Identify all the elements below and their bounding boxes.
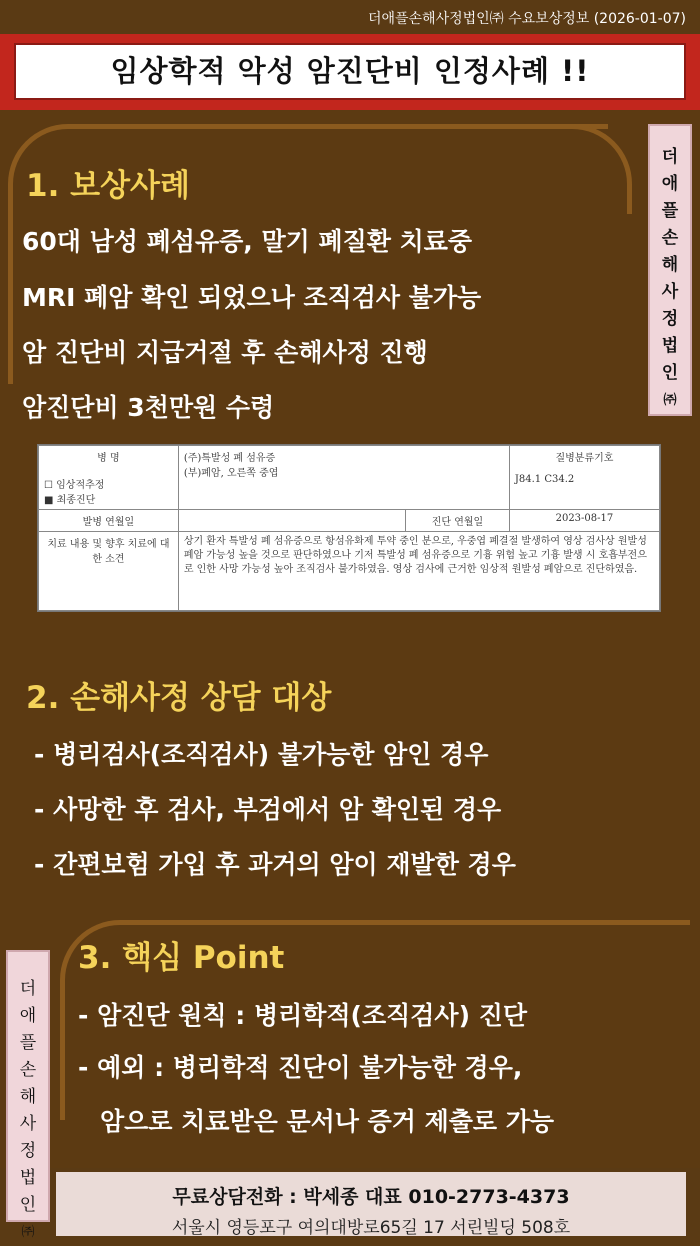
diagnosis-date-label: 진단 연월일 [406,510,510,532]
side-char: 플 [19,1033,37,1053]
side-char: 사 [19,1114,37,1134]
section1-line: 암 진단비 지급거절 후 손해사정 진행 [22,338,428,367]
side-char: 정 [19,1141,37,1161]
side-char: 애 [661,174,679,194]
disease-label-cell [39,446,179,510]
disease-label: 병 명 [97,453,120,464]
side-label-right [648,124,692,416]
section2-item: - 병리검사(조직검사) 불가능한 암인 경우 [34,740,489,769]
side-label-left [6,950,50,1240]
side-char: 더 [19,979,37,999]
top-info-bar [0,0,700,34]
section1-line: 암진단비 3천만원 수령 [22,393,275,422]
side-char: 사 [661,282,679,302]
opinion-text: 상기 환자 특발성 폐 섬유증으로 항섬유화제 투약 중인 분으로, 우중엽 폐결절 발생하여 영상 검사상 원발성 폐암 가능성 높을 것으로 판단하였으나 기저 특발성 폐 섬유증으로 기흉 위험 높고 기흉 발생 시 호흡부전으로 인한 사망 가능성 높아 조직검사 불가하였음. 영상 검사에 근거한 임상적 원발성 폐암으로 진단하였음. [178,532,659,611]
top-info-text: 더애플손해사정법인㈜ 수요보상정보 (2026-01-07) [367,11,686,27]
diagnosis-date: 2023-08-17 [509,510,659,532]
section3-item: 암으로 치료받은 문서나 증거 제출로 가능 [100,1107,555,1136]
diagnosis-cell [178,446,509,510]
side-char: 애 [19,1006,37,1026]
side-char: 플 [661,201,679,221]
opinion-label: 치료 내용 및 향후 치료에 대한 소견 [39,532,179,611]
side-char: 정 [661,309,679,329]
section3-item: - 암진단 원칙 : 병리학적(조직검사) 진단 [78,1001,527,1030]
check-final: ■ 최종진단 [44,495,96,506]
side-char: 손 [19,1060,37,1080]
onset-label: 발병 연월일 [39,510,179,532]
phone-line: 무료상담전화 : 박세종 대표 010-2773-4373 [172,1186,570,1208]
side-char: ㈜ [663,393,677,408]
side-char: 더 [661,147,679,167]
section1-line: 60대 남성 폐섬유증, 말기 폐질환 치료중 [22,227,473,256]
section2-item: - 사망한 후 검사, 부검에서 암 확인된 경우 [34,795,502,824]
side-char: 해 [661,255,679,275]
side-char: 인 [19,1195,37,1215]
main-diagnosis: (주)특발성 폐 섬유증 [183,453,276,464]
section1-heading: 1. 보상사례 [26,168,190,204]
diagnosis-document [37,444,661,612]
side-char: ㈜ [21,1225,35,1240]
section2-heading: 2. 손해사정 상담 대상 [26,680,332,716]
address-line: 서울시 영등포구 여의대방로65길 17 서린빌딩 508호 [171,1218,571,1238]
code-cell [509,446,659,510]
sub-diagnosis: (부)폐암, 오른쪽 중엽 [183,468,279,479]
contact-footer [56,1172,686,1236]
side-char: 법 [19,1168,37,1188]
side-char: 법 [661,336,679,356]
check-clinical: ☐ 임상적추정 [44,480,105,491]
onset-value [178,510,405,532]
page-title: 임상학적 악성 암진단비 인정사례 !! [14,43,686,100]
side-char: 인 [661,363,679,383]
section2-item: - 간편보험 가입 후 과거의 암이 재발한 경우 [34,850,516,879]
side-char: 손 [661,228,679,248]
section3-item: - 예외 : 병리학적 진단이 불가능한 경우, [78,1053,523,1082]
section3-heading: 3. 핵심 Point [78,940,285,976]
side-char: 해 [19,1087,37,1107]
code-label: 질병분류기호 [555,453,614,464]
section1-line: MRI 폐암 확인 되었으나 조직검사 불가능 [22,283,482,312]
disease-codes: J84.1 C34.2 [514,474,575,485]
